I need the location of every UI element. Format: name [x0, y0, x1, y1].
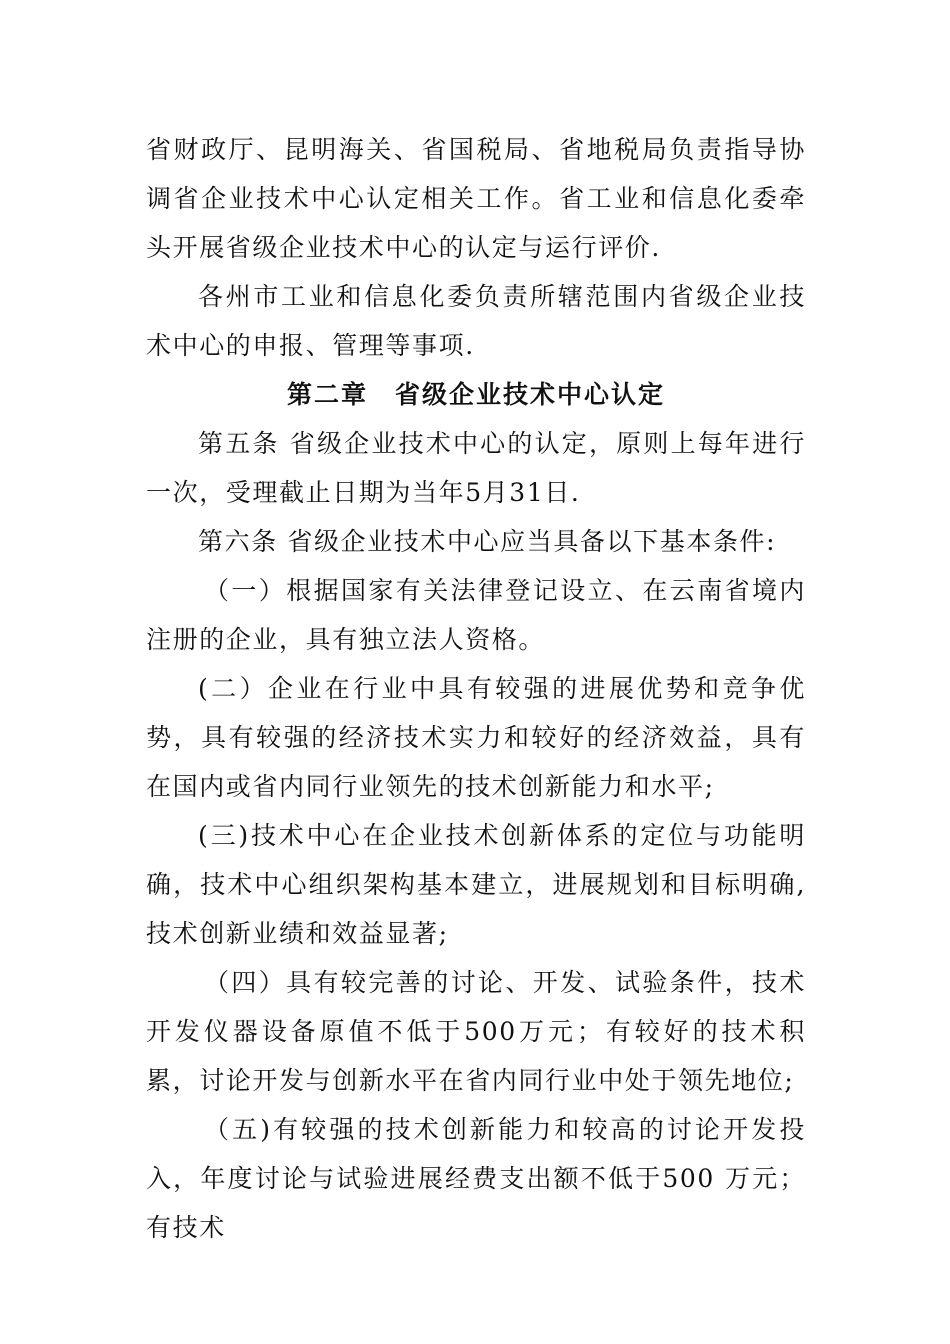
article-six: 第六条 省级企业技术中心应当具备以下基本条件:	[198, 527, 777, 556]
condition-two: (二）企业在行业中具有较强的进展优势和竞争优势，具有较强的经济技术实力和较好的经济效益，具有在国内或省内同行业领先的技术创新能力和水平;	[146, 674, 806, 801]
paragraph-guidance-departments: 省财政厅、昆明海关、省国税局、省地税局负责指导协调省企业技术中心认定相关工作。省工业和信息化委牵头开展省级企业技术中心的认定与运行评价.	[146, 135, 806, 262]
condition-four: （四）具有较完善的讨论、开发、试验条件，技术开发仪器设备原值不低于500万元；有较好的技术积累，讨论开发与创新水平在省内同行业中处于领先地位;	[146, 968, 806, 1095]
paragraph-prefecture-duties: 各州市工业和信息化委负责所辖范围内省级企业技术中心的申报、管理等事项.	[146, 282, 806, 360]
chapter-heading: 第二章 省级企业技术中心认定	[286, 380, 665, 409]
condition-five: （五)有较强的技术创新能力和较高的讨论开发投入，年度讨论与试验进展经费支出额不低于500 万元；有技术	[146, 1115, 806, 1242]
document-body	[146, 125, 806, 1252]
article-five: 第五条 省级企业技术中心的认定，原则上每年进行一次，受理截止日期为当年5月31日.	[146, 429, 806, 507]
condition-one: （一）根据国家有关法律登记设立、在云南省境内注册的企业，具有独立法人资格。	[146, 576, 806, 654]
condition-three: (三)技术中心在企业技术创新体系的定位与功能明确，技术中心组织架构基本建立，进展规划和目标明确,技术创新业绩和效益显著;	[146, 821, 806, 948]
